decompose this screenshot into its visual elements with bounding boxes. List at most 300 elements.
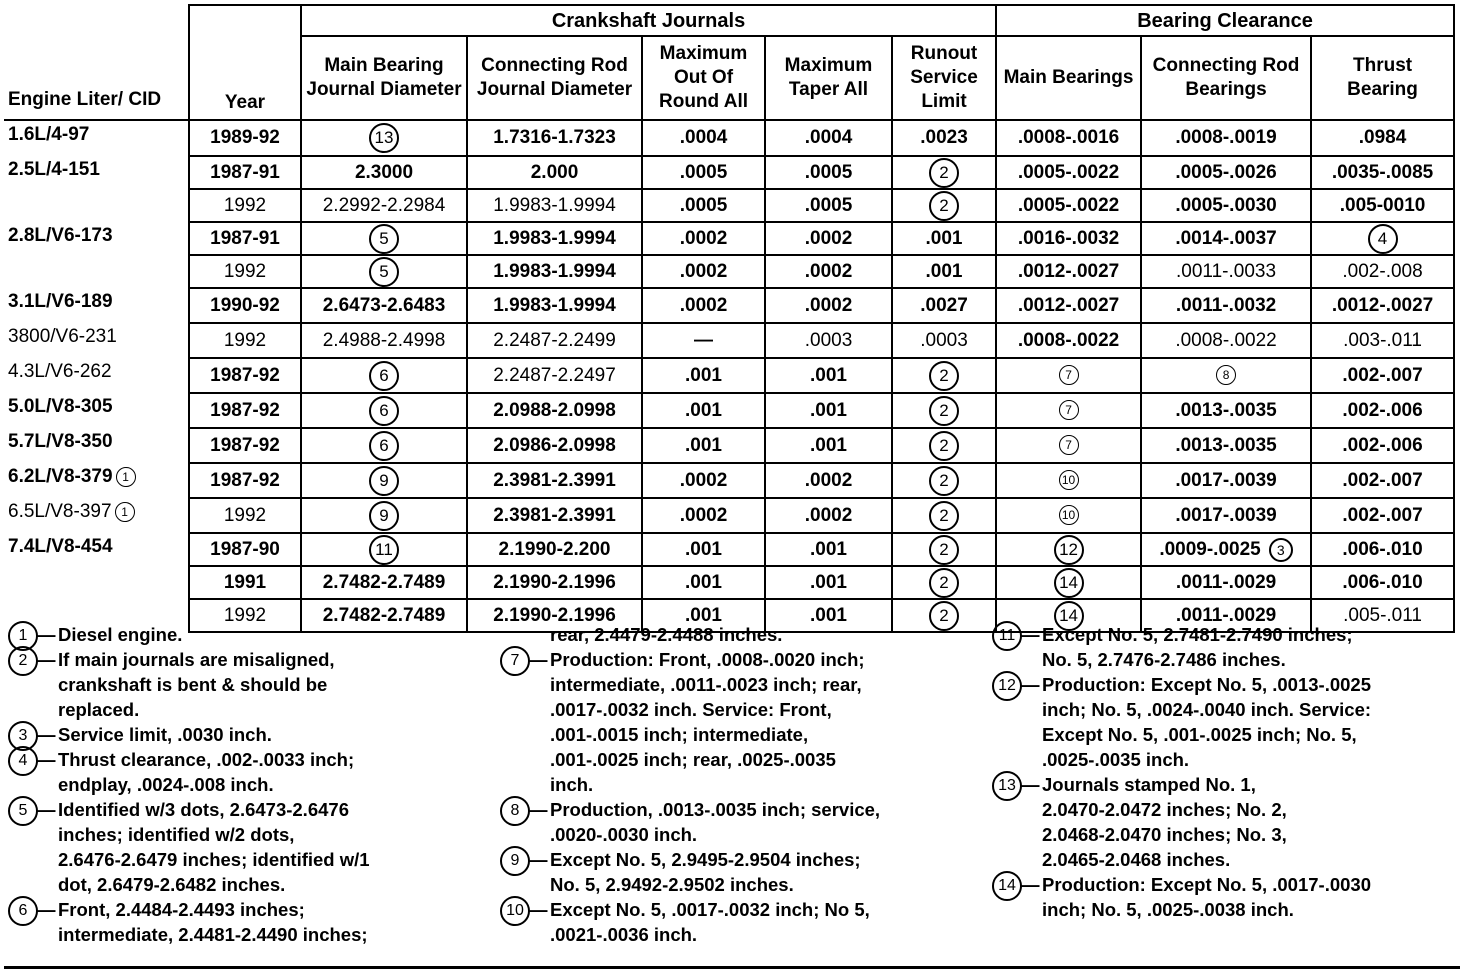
engine-cell <box>4 222 189 288</box>
out-of-round-cell <box>642 255 765 288</box>
cell-value: .0012-.0027 <box>1017 260 1120 282</box>
engine-label: 3.1L/V6-189 <box>8 291 113 312</box>
cell-value: .0005-.0026 <box>1175 161 1277 183</box>
cell-value: 2.3000 <box>354 161 414 183</box>
main-journal-cell <box>301 498 467 533</box>
footnote-marker: 1 <box>8 621 38 651</box>
thrust-bearing-header: Thrust Bearing <box>1311 36 1454 120</box>
footnote-line: If main journals are misaligned, <box>58 649 335 670</box>
out-of-round-cell <box>642 288 765 323</box>
cell-value: .0027 <box>920 294 968 316</box>
main-journal-cell <box>301 566 467 599</box>
rod-bearings-cell <box>1141 189 1311 222</box>
cell-value: .001 <box>685 604 722 626</box>
footnote-line: rear, 2.4479-2.4488 inches. <box>550 624 783 645</box>
table-row <box>4 120 1454 156</box>
cell-value: 2.1990-2.1996 <box>493 571 616 593</box>
out-of-round-cell <box>642 323 765 358</box>
rod-bearings-cell <box>1141 566 1311 599</box>
rod-bearings-cell <box>1141 533 1311 566</box>
taper-cell <box>765 255 892 288</box>
cell-value: .0002 <box>804 504 853 526</box>
engine-label: 7.4L/V8-454 <box>8 536 113 557</box>
cell-value: .0005-.0030 <box>1175 194 1277 216</box>
footnote-line: Except No. 5, 2.9495-2.9504 inches; <box>550 849 861 870</box>
footnote-line: inches; identified w/2 dots, <box>58 824 295 845</box>
cell-value: .001 <box>685 399 722 421</box>
footnote-marker: 2 <box>929 396 959 426</box>
footnote-line: Except No. 5, .0017-.0032 inch; No 5, <box>550 899 870 920</box>
rod-journal-cell <box>467 566 642 599</box>
cell-value: .001 <box>925 227 963 249</box>
footnote-marker: 8 <box>1216 365 1236 385</box>
cell-value: .002-.007 <box>1342 364 1423 386</box>
cell-value: .001 <box>810 399 847 421</box>
engine-cell <box>4 393 189 428</box>
footnote-marker: 4 <box>8 746 38 776</box>
main-bearings-cell <box>996 393 1141 428</box>
main-bearings-cell <box>996 428 1141 463</box>
runout-cell <box>892 189 996 222</box>
footnote-marker: 14 <box>992 871 1022 901</box>
engine-column-header: Engine Liter/ CID <box>4 5 189 120</box>
runout-header: Runout Service Limit <box>892 36 996 120</box>
cell-value: .0011-.0033 <box>1176 260 1277 282</box>
footnote-marker: 1 <box>115 502 135 522</box>
footnote-marker: 3 <box>1269 538 1293 562</box>
out-of-round-cell <box>642 533 765 566</box>
cell-value: .0002 <box>804 260 853 282</box>
footnote-marker: 1 <box>116 467 136 487</box>
cell-value: .003-.011 <box>1343 329 1422 351</box>
footnote-7: 7 — Production: Front, .0008-.0020 inch; <box>500 647 970 672</box>
cell-value: 2.3981-2.3991 <box>493 469 616 491</box>
cell-value: .0002 <box>679 504 728 526</box>
footnote-9: 9 — Except No. 5, 2.9495-2.9504 inches; <box>500 847 970 872</box>
runout-cell <box>892 288 996 323</box>
cell-value: .002-.006 <box>1342 434 1423 456</box>
thrust-cell <box>1311 393 1454 428</box>
cell-value: 2.4988-2.4998 <box>322 329 446 351</box>
footnote-marker: 5 <box>369 257 399 287</box>
cell-value: .0008-.0016 <box>1017 127 1120 148</box>
taper-cell <box>765 323 892 358</box>
cell-value: 2.7482-2.7489 <box>322 571 446 593</box>
cell-value: 1.9983-1.9994 <box>493 227 616 249</box>
taper-cell <box>765 189 892 222</box>
footnote-marker: 4 <box>1368 224 1398 254</box>
year-cell: 1992 <box>189 599 301 632</box>
footnote-marker: 2 <box>929 158 959 188</box>
taper-cell <box>765 120 892 156</box>
cell-value: 2.2992-2.2984 <box>322 194 446 216</box>
cell-value: .001 <box>810 364 847 386</box>
footnote-marker: 7 <box>1059 365 1079 385</box>
cell-value: .0002 <box>679 227 728 249</box>
cell-value: .0004 <box>679 127 728 148</box>
out-of-round-cell <box>642 358 765 393</box>
footnote-line: intermediate, 2.4481-2.4490 inches; <box>58 924 368 945</box>
footnote-line: No. 5, 2.7476-2.7486 inches. <box>1042 649 1286 670</box>
table-row <box>4 498 1454 533</box>
footnote-line: 2.0468-2.0470 inches; No. 3, <box>1042 824 1287 845</box>
thrust-cell <box>1311 533 1454 566</box>
cell-value: .0013-.0035 <box>1175 399 1277 421</box>
cell-value: .0008-.0019 <box>1175 127 1277 148</box>
footnote-marker: 8 <box>500 796 530 826</box>
footnote-marker: 2 <box>929 466 959 496</box>
taper-cell <box>765 288 892 323</box>
footnote-line: Production: Except No. 5, .0013-.0025 <box>1042 674 1371 695</box>
footnote-line: No. 5, 2.9492-2.9502 inches. <box>550 874 794 895</box>
cell-value: .0002 <box>679 260 728 282</box>
engine-label: 6.2L/V8-379 <box>8 466 113 488</box>
cell-value: .002-.008 <box>1342 260 1423 282</box>
footnote-line: .0025-.0035 inch. <box>1042 749 1190 770</box>
cell-value: .0984 <box>1358 127 1407 148</box>
footnote-text: Diesel engine. <box>58 624 183 645</box>
main-journal-cell <box>301 255 467 288</box>
table-row <box>4 323 1454 358</box>
cell-value: .001 <box>685 571 722 593</box>
out-of-round-cell <box>642 498 765 533</box>
main-bearings-cell <box>996 533 1141 566</box>
cell-value: .0002 <box>804 294 853 316</box>
runout-cell <box>892 498 996 533</box>
thrust-cell <box>1311 120 1454 156</box>
year-cell: 1987-92 <box>189 393 301 428</box>
cell-value: 2.6473-2.6483 <box>322 294 446 316</box>
cell-value: .006-.010 <box>1342 571 1423 593</box>
main-journal-cell <box>301 428 467 463</box>
cell-value: .0011-.0029 <box>1175 604 1277 626</box>
rod-journal-cell <box>467 358 642 393</box>
runout-cell <box>892 393 996 428</box>
engine-label: 6.5L/V8-397 <box>8 501 112 523</box>
cell-value: 2.2487-2.2497 <box>493 364 616 386</box>
runout-cell <box>892 222 996 255</box>
cell-value: 2.0988-2.0998 <box>493 399 616 421</box>
thrust-cell <box>1311 189 1454 222</box>
year-cell: 1992 <box>189 498 301 533</box>
footnotes <box>8 622 1463 960</box>
main-bearings-header: Main Bearings <box>996 36 1141 120</box>
rod-journal-cell <box>467 189 642 222</box>
footnote-5: 5 — Identified w/3 dots, 2.6473-2.6476 <box>8 797 488 822</box>
runout-cell <box>892 533 996 566</box>
engine-cell <box>4 358 189 393</box>
cell-value: .0017-.0039 <box>1175 504 1277 526</box>
main-journal-cell <box>301 533 467 566</box>
thrust-cell <box>1311 358 1454 393</box>
footnote-11: 11 — Except No. 5, 2.7481-2.7490 inches; <box>992 622 1462 647</box>
year-cell: 1987-90 <box>189 533 301 566</box>
out-of-round-cell <box>642 393 765 428</box>
footnote-marker: 7 <box>1059 400 1079 420</box>
footnote-marker: 9 <box>369 501 399 531</box>
rod-journal-cell <box>467 498 642 533</box>
cell-value: .001 <box>925 260 963 282</box>
engine-label: 2.8L/V6-173 <box>8 225 113 246</box>
footnote-marker: 2 <box>8 646 38 676</box>
footnote-line: Except No. 5, .001-.0025 inch; No. 5, <box>1042 724 1357 745</box>
rod-bearings-cell <box>1141 255 1311 288</box>
engine-label: 5.7L/V8-350 <box>8 431 113 452</box>
engine-cell <box>4 463 189 498</box>
rod-journal-cell <box>467 156 642 189</box>
main-bearings-cell <box>996 288 1141 323</box>
cell-value: .001 <box>810 434 847 456</box>
rod-journal-cell <box>467 428 642 463</box>
engine-cell <box>4 288 189 323</box>
footnote-line: intermediate, .0011-.0023 inch; rear, <box>550 674 862 695</box>
rod-bearings-cell <box>1141 463 1311 498</box>
footnote-marker: 5 <box>8 796 38 826</box>
main-journal-cell <box>301 463 467 498</box>
rod-journal-cell <box>467 222 642 255</box>
cell-value: 1.9983-1.9994 <box>493 260 616 282</box>
year-cell: 1987-91 <box>189 222 301 255</box>
year-cell: 1990-92 <box>189 288 301 323</box>
engine-cell <box>4 533 189 632</box>
cell-value: .0002 <box>679 469 728 491</box>
thrust-cell <box>1311 255 1454 288</box>
taper-cell <box>765 498 892 533</box>
year-cell: 1989-92 <box>189 120 301 156</box>
footnote-1: 1 — Diesel engine. <box>8 622 488 647</box>
cell-value: .005-.011 <box>1343 604 1422 626</box>
out-of-round-cell <box>642 189 765 222</box>
taper-cell <box>765 222 892 255</box>
footnote-marker: 2 <box>929 361 959 391</box>
main-bearings-cell <box>996 463 1141 498</box>
taper-cell <box>765 533 892 566</box>
cell-value: .005-0010 <box>1339 194 1426 216</box>
year-cell: 1992 <box>189 323 301 358</box>
table-row <box>4 156 1454 189</box>
engine-cell <box>4 498 189 533</box>
cell-value: .0004 <box>804 127 853 148</box>
footnote-line: endplay, .0024-.008 inch. <box>58 774 274 795</box>
footnote-marker: 9 <box>369 466 399 496</box>
thrust-cell <box>1311 463 1454 498</box>
taper-cell <box>765 393 892 428</box>
runout-cell <box>892 566 996 599</box>
engine-cell <box>4 428 189 463</box>
rod-journal-cell <box>467 463 642 498</box>
footnote-line: Production: Except No. 5, .0017-.0030 <box>1042 874 1371 895</box>
cell-value: .002-.007 <box>1342 504 1423 526</box>
taper-cell <box>765 358 892 393</box>
table-row <box>4 463 1454 498</box>
cell-value: .0023 <box>920 127 968 148</box>
cell-value: .002-.006 <box>1342 399 1423 421</box>
rod-bearings-cell <box>1141 358 1311 393</box>
footnote-line: Identified w/3 dots, 2.6473-2.6476 <box>58 799 349 820</box>
footnote-marker: 13 <box>369 123 399 153</box>
footnote-marker: 10 <box>500 896 530 926</box>
cell-value: .0011-.0029 <box>1175 571 1277 593</box>
cell-value: .001 <box>810 604 847 626</box>
cell-value: .0002 <box>679 294 728 316</box>
rod-bearings-cell <box>1141 498 1311 533</box>
cell-value: 1.7316-1.7323 <box>493 127 616 148</box>
out-of-round-cell <box>642 156 765 189</box>
cell-value: 2.3981-2.3991 <box>493 504 616 526</box>
footnote-marker: 3 <box>8 721 38 751</box>
cell-value: .0012-.0027 <box>1331 294 1434 316</box>
footnote-line: inch; No. 5, .0025-.0038 inch. <box>1042 899 1294 920</box>
cell-value: .0014-.0037 <box>1175 227 1277 249</box>
footnote-marker: 2 <box>929 501 959 531</box>
taper-cell <box>765 463 892 498</box>
cell-value: — <box>694 329 713 351</box>
footnote-line: Production: Front, .0008-.0020 inch; <box>550 649 865 670</box>
main-bearings-cell <box>996 566 1141 599</box>
footnote-line: replaced. <box>58 699 140 720</box>
main-bearings-cell <box>996 222 1141 255</box>
cell-value: .002-.007 <box>1342 469 1423 491</box>
runout-cell <box>892 428 996 463</box>
main-journal-header: Main Bearing Journal Diameter <box>301 36 467 120</box>
year-cell: 1991 <box>189 566 301 599</box>
cell-value: .001 <box>685 434 722 456</box>
main-journal-cell <box>301 393 467 428</box>
main-bearings-cell <box>996 156 1141 189</box>
cell-value: .0003 <box>804 329 853 351</box>
footnote-marker: 11 <box>369 535 399 565</box>
main-journal-cell <box>301 222 467 255</box>
main-journal-cell <box>301 288 467 323</box>
table-row <box>4 428 1454 463</box>
main-bearings-cell <box>996 255 1141 288</box>
footnote-12: 12 — Production: Except No. 5, .0013-.0025 <box>992 672 1462 697</box>
year-cell: 1987-92 <box>189 358 301 393</box>
cell-value: 2.2487-2.2499 <box>493 329 616 351</box>
bearing-clearance-header: Bearing Clearance <box>996 5 1454 36</box>
rod-journal-cell <box>467 533 642 566</box>
out-of-round-cell <box>642 463 765 498</box>
thrust-cell <box>1311 566 1454 599</box>
table-row <box>4 358 1454 393</box>
main-journal-cell <box>301 156 467 189</box>
footnote-marker: 12 <box>1054 535 1084 565</box>
cell-value: .0005 <box>804 194 853 216</box>
cell-value: .0005 <box>679 161 728 183</box>
footnote-6: 6 — Front, 2.4484-2.4493 inches; <box>8 897 488 922</box>
taper-cell <box>765 566 892 599</box>
year-cell: 1992 <box>189 255 301 288</box>
rod-journal-cell <box>467 288 642 323</box>
runout-cell <box>892 255 996 288</box>
rod-bearings-cell <box>1141 288 1311 323</box>
year-cell: 1987-92 <box>189 428 301 463</box>
footnote-marker: 14 <box>1054 568 1084 598</box>
footnote-marker: 7 <box>1059 435 1079 455</box>
cell-value: 2.1990-2.1996 <box>493 604 616 626</box>
footnote-marker: 6 <box>8 896 38 926</box>
table-row <box>4 222 1454 255</box>
engine-label: 2.5L/4-151 <box>8 159 100 180</box>
table-row <box>4 566 1454 599</box>
table-row <box>4 255 1454 288</box>
main-bearings-cell <box>996 498 1141 533</box>
table-row <box>4 288 1454 323</box>
footnote-13: 13 — Journals stamped No. 1, <box>992 772 1462 797</box>
taper-cell <box>765 428 892 463</box>
runout-cell <box>892 323 996 358</box>
cell-value: 2.0986-2.0998 <box>493 434 616 456</box>
footnote-marker: 2 <box>929 431 959 461</box>
cell-value: .001 <box>685 538 722 560</box>
main-journal-cell <box>301 358 467 393</box>
footnote-2: 2 — If main journals are misaligned, <box>8 647 488 672</box>
footnote-line: 2.0470-2.0472 inches; No. 2, <box>1042 799 1287 820</box>
footnote-marker: 2 <box>929 191 959 221</box>
cell-value: .006-.010 <box>1342 538 1423 560</box>
runout-cell <box>892 463 996 498</box>
runout-cell <box>892 156 996 189</box>
rod-bearings-cell <box>1141 323 1311 358</box>
main-journal-cell <box>301 120 467 156</box>
engine-cell <box>4 156 189 222</box>
year-column-header: Year <box>189 5 301 120</box>
main-bearings-cell <box>996 358 1141 393</box>
footnote-14: 14 — Production: Except No. 5, .0017-.0030 <box>992 872 1462 897</box>
footnote-marker: 7 <box>500 646 530 676</box>
engine-label: 3800/V6-231 <box>8 326 117 347</box>
footnote-line: inch; No. 5, .0024-.0040 inch. Service: <box>1042 699 1372 720</box>
footnote-marker: 9 <box>500 846 530 876</box>
rod-bearings-cell <box>1141 222 1311 255</box>
taper-header: Maximum Taper All <box>765 36 892 120</box>
main-bearings-cell <box>996 120 1141 156</box>
footnote-marker: 6 <box>369 396 399 426</box>
footnote-marker: 12 <box>992 671 1022 701</box>
footnote-line: dot, 2.6479-2.6482 inches. <box>58 874 286 895</box>
footnote-marker: 2 <box>929 601 959 631</box>
footnote-4: 4 — Thrust clearance, .002-.0033 inch; <box>8 747 488 772</box>
rod-bearings-header: Connecting Rod Bearings <box>1141 36 1311 120</box>
footnote-line: .0021-.0036 inch. <box>550 924 698 945</box>
footnote-marker: 5 <box>369 224 399 254</box>
cell-value: 2.000 <box>530 161 579 183</box>
footnote-marker: 6 <box>369 431 399 461</box>
cell-value: .0035-.0085 <box>1331 161 1434 183</box>
footnote-line: .0017-.0032 inch. Service: Front, <box>550 699 832 720</box>
cell-value: .0013-.0035 <box>1175 434 1277 456</box>
rod-journal-cell <box>467 255 642 288</box>
rod-bearings-cell <box>1141 393 1311 428</box>
cell-value: .0009-.0025 <box>1159 538 1261 560</box>
cell-value: .001 <box>810 538 847 560</box>
footnote-line: 2.0465-2.0468 inches. <box>1042 849 1231 870</box>
engine-label: 1.6L/4-97 <box>8 124 90 145</box>
crankshaft-journals-header: Crankshaft Journals <box>301 5 996 36</box>
cell-value: 1.9983-1.9994 <box>493 294 616 316</box>
footnote-marker: 11 <box>992 621 1022 651</box>
rod-journal-cell <box>467 393 642 428</box>
cell-value: .0005-.0022 <box>1017 194 1120 216</box>
rod-journal-cell <box>467 323 642 358</box>
footnote-marker: 13 <box>992 771 1022 801</box>
cell-value: .0005-.0022 <box>1017 161 1120 183</box>
main-journal-cell <box>301 323 467 358</box>
out-of-round-header: Maximum Out Of Round All <box>642 36 765 120</box>
thrust-cell <box>1311 222 1454 255</box>
cell-value: .0017-.0039 <box>1175 469 1277 491</box>
footnote-text: Service limit, .0030 inch. <box>58 724 272 745</box>
